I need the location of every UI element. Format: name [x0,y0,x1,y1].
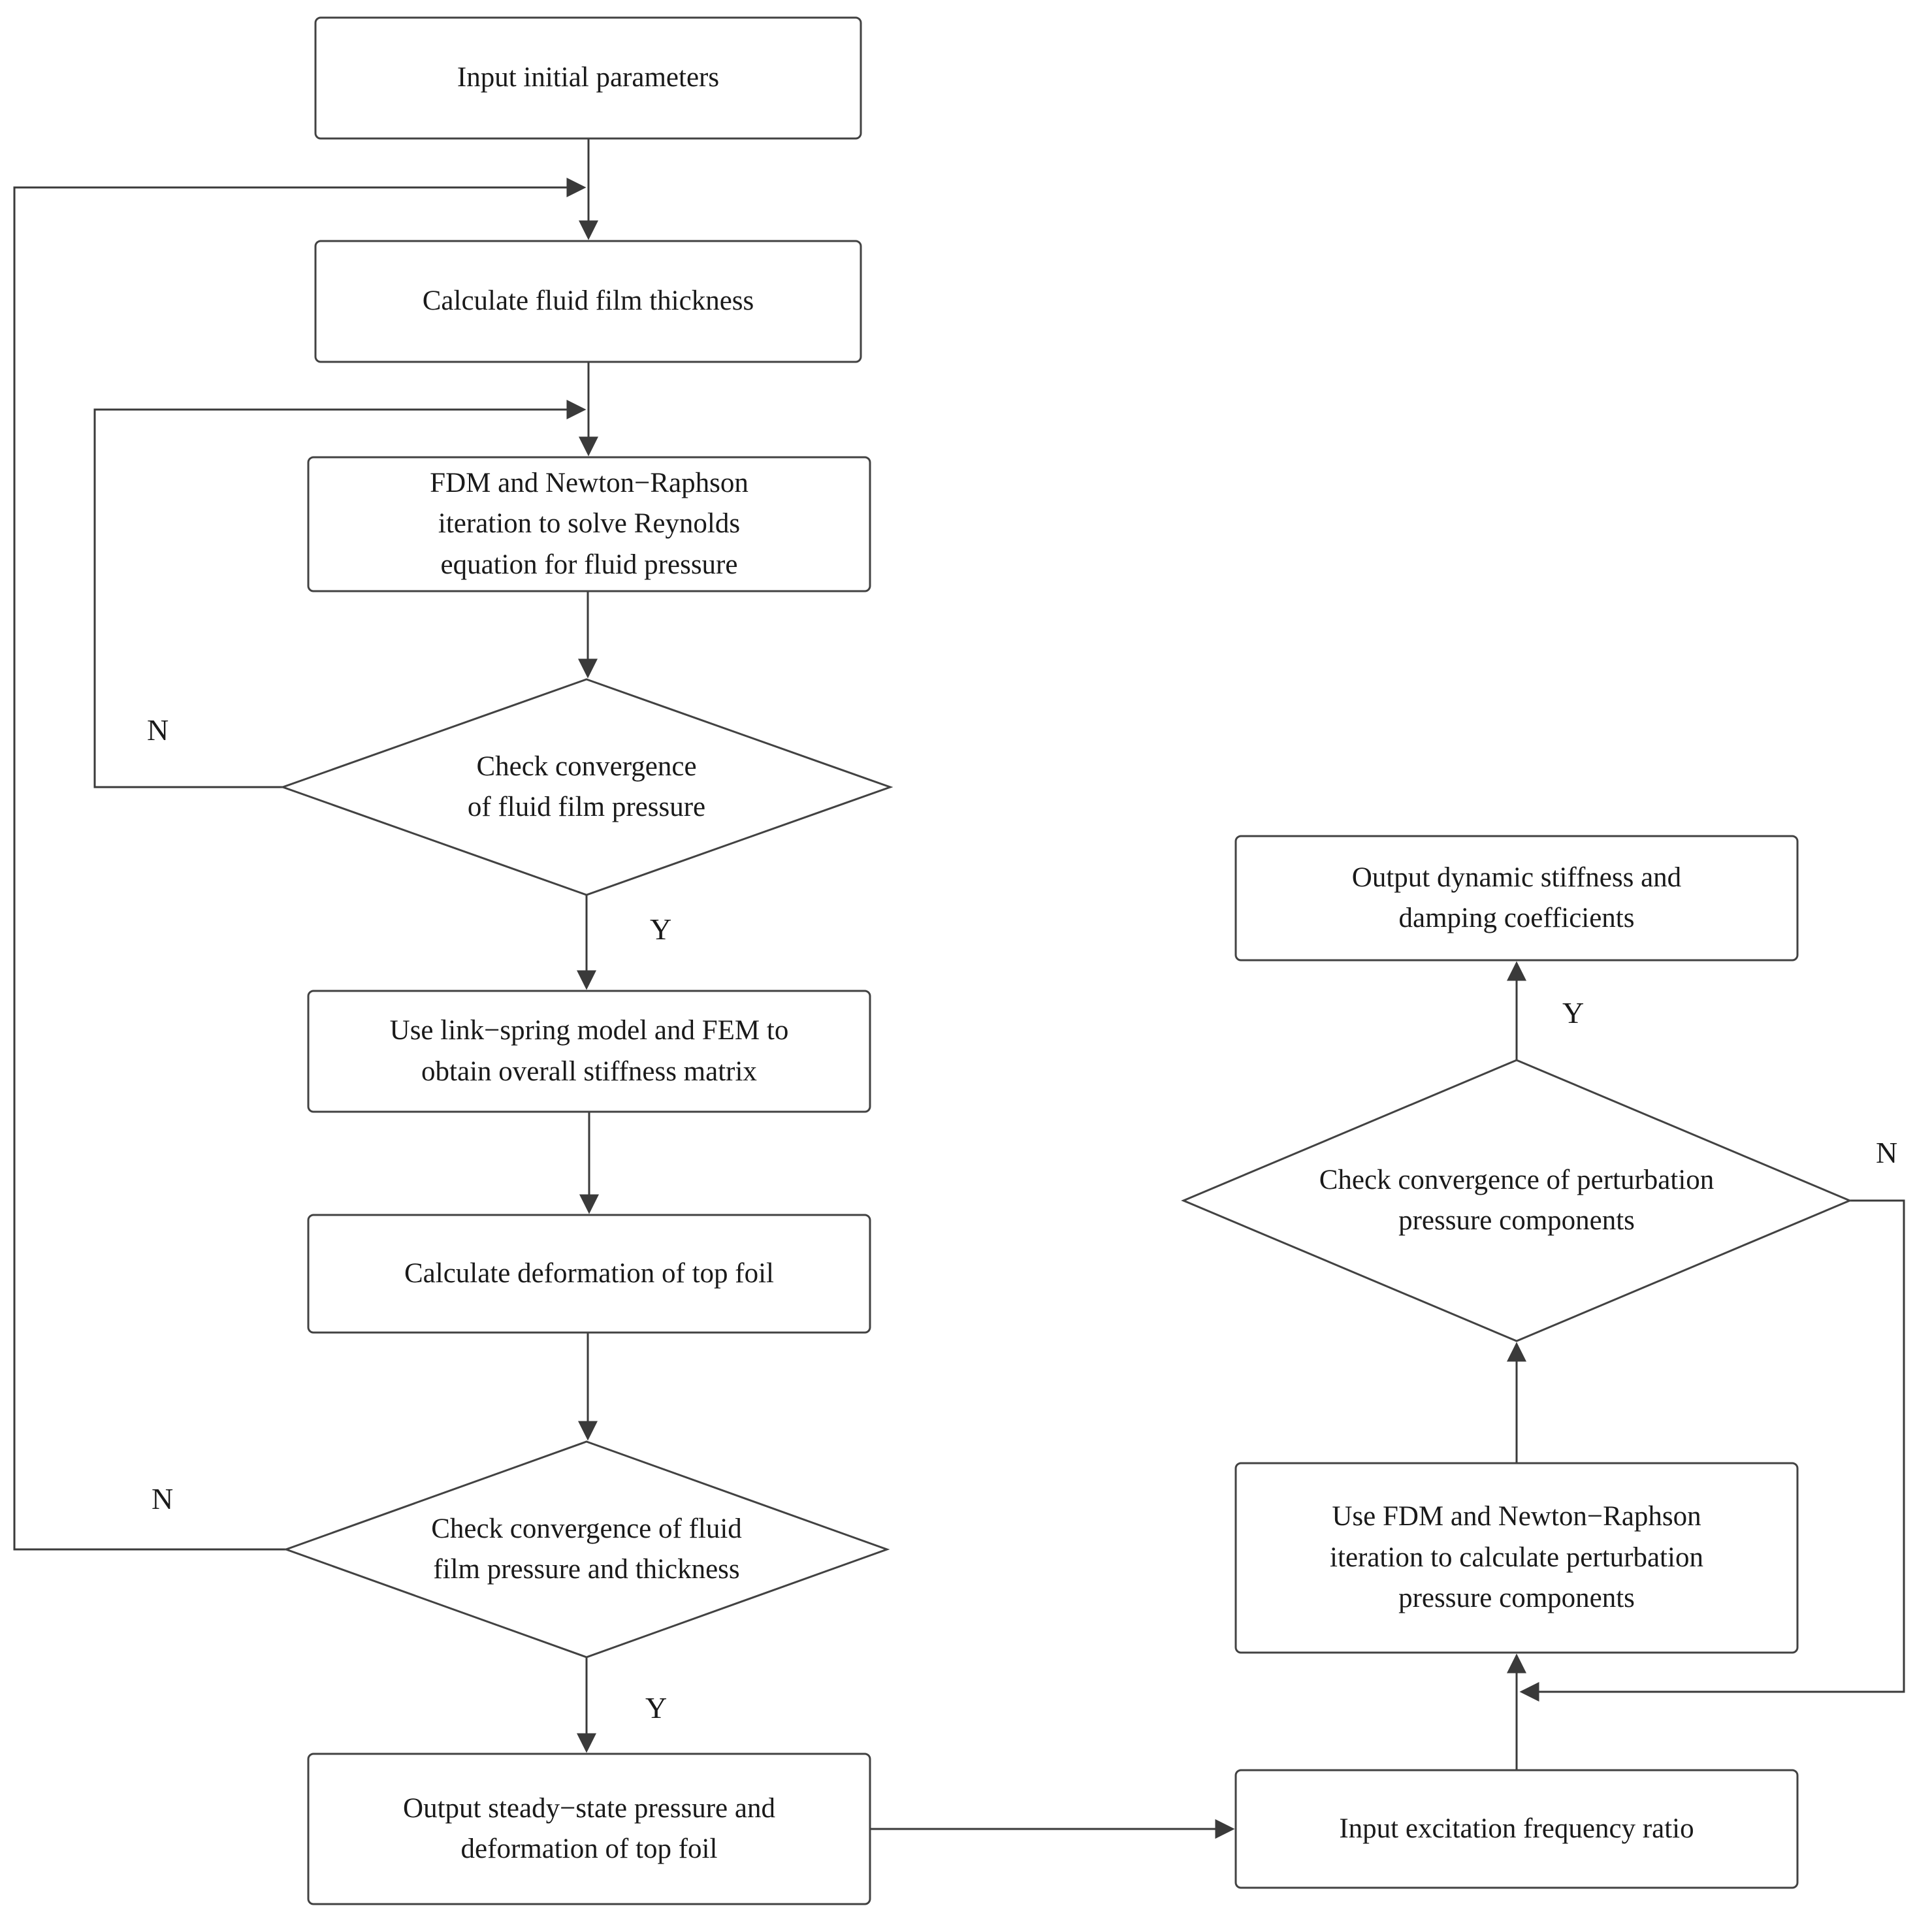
shape-calculate-film-thickness [315,241,861,362]
node-label-text: FDM and Newton−Raphson iteration to solve Reynolds equation for fluid pressure [430,467,749,580]
node-label-text: Check convergence of fluid film pressure and thickness [431,1513,742,1585]
branch-label-film-pressure-n: N [147,713,169,747]
node-label-text: Input excitation frequency ratio [1339,1813,1694,1844]
node-label-text: Check convergence of perturbation pressure components [1319,1164,1715,1236]
branch-label-perturbation-n: N [1876,1136,1898,1169]
shape-check-convergence-pressure-thickness [286,1442,887,1657]
node-label-text: Calculate fluid film thickness [422,285,754,317]
shape-link-spring-fem [308,991,870,1112]
shape-input-excitation-ratio [1236,1770,1797,1888]
shape-check-convergence-perturbation [1183,1060,1850,1341]
node-label-text: Output dynamic stiffness and damping coefficients [1351,862,1682,933]
branch-label-pressure-thickness-n: N [152,1482,174,1515]
shape-calc-top-foil-deformation [308,1215,870,1333]
node-label-text: Use FDM and Newton−Raphson iteration to calculate perturbation pressure components [1330,1501,1703,1614]
node-label-text: Check convergence of fluid film pressure [467,751,706,822]
shape-output-dynamic-coefficients [1236,836,1797,960]
node-label-text: Use link−spring model and FEM to obtain overall stiffness matrix [389,1015,789,1087]
shape-fdm-perturbation [1236,1463,1797,1653]
shape-output-steady-state [308,1754,870,1904]
node-label-text: Calculate deformation of top foil [404,1257,774,1289]
node-label-text: Input initial parameters [457,62,720,93]
node-label-text: Output steady−state pressure and deformation of top foil [403,1792,775,1864]
shape-check-convergence-film-pressure [283,679,890,895]
branch-label-film-pressure-y: Y [650,913,672,946]
branch-label-pressure-thickness-y: Y [645,1691,668,1724]
branch-label-perturbation-y: Y [1562,996,1585,1029]
conn-thickness-feedback-n [14,187,583,1549]
shape-input-initial-parameters [315,18,861,138]
shape-fdm-reynolds [308,457,870,591]
